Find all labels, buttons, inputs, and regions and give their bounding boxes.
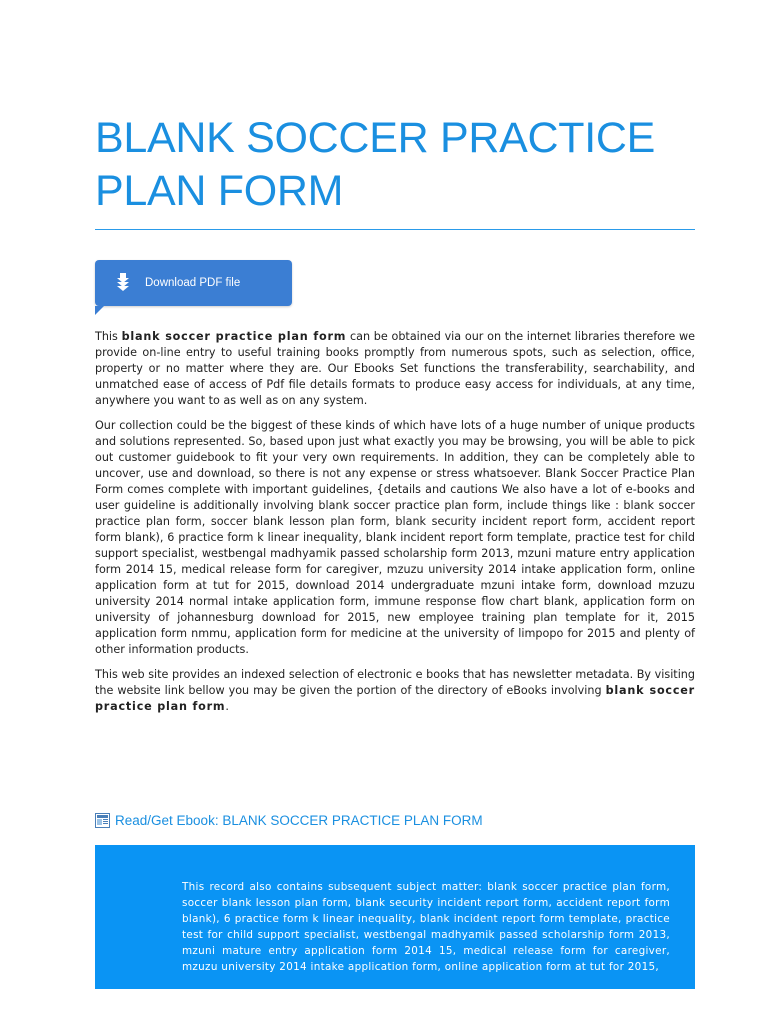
p3-text-end: . (225, 700, 229, 713)
paragraph-3 (95, 667, 695, 715)
p3-text-start: This web site provides an indexed selection of electronic e books that has newsletter metadata. By visiting the website link bellow you may be given the portion of the directory of eBooks involving (95, 668, 695, 697)
download-pdf-button[interactable] (95, 260, 292, 306)
read-link-label: Read/Get Ebook: BLANK SOCCER PRACTICE PLAN FORM (115, 813, 483, 828)
download-button-label: Download PDF file (145, 277, 241, 289)
p3-keyword: blank soccer practice plan form (95, 684, 696, 713)
related-topics-box (95, 845, 695, 989)
read-ebook-link[interactable] (95, 813, 483, 828)
title-divider (95, 229, 695, 230)
p1-keyword: blank soccer practice plan form (121, 330, 347, 343)
paragraph-1 (95, 329, 695, 409)
p1-text-start: This (95, 330, 122, 343)
download-arrow-icon (115, 273, 131, 293)
p1-text-end: can be obtained via our on the internet libraries therefore we provide on-line entry to useful training books promptly from numerous spots, such as selection, office, property or no matter where they are. Our Ebooks Set functions the transferability, searchability, and unmatched ease of access of Pdf file details formats to produce easy access for individuals, at any time, anywhere you want to as well as on any system. (95, 330, 696, 407)
paragraph-2: Our collection could be the biggest of these kinds of which have lots of a huge number of unique products and solutions represented. So, based upon just what exactly you may be browsing, you will be able to pick out customer guidebook to fit your very own requirements. In addition, they can be completely able to uncover, use and download, so there is not any expense or stress whatsoever. Blank Soccer Practice Plan Form comes complete with important guidelines, {details and cautions We also have a lot of e-books and user guideline is additionally involving blank soccer practice plan form, include things like : blank soccer practice plan form, soccer blank lesson plan form, blank security incident report form, accident report form blank), 6 practice form k linear inequality, blank incident report form template, practice test for child support specialist, westbengal madhyamik passed scholarship form 2013, mzuni mature entry application form 2014 15, medical release form for caregiver, mzuzu university 2014 intake application form, online application form at tut for 2015, download 2014 undergraduate mzuni intake form, download mzuzu university 2014 normal intake application form, immune response flow chart blank, application form on university of johannesburg download for 2015, new employee training plan template for it, 2015 application form nmmu, application form for medicine at the university of limpopo for 2015 and plenty of other information products. (95, 419, 695, 656)
body-text (95, 329, 695, 724)
book-icon (95, 813, 110, 828)
related-topics-text: This record also contains subsequent subject matter: blank soccer practice plan form, soccer blank lesson plan form, blank security incident report form, accident report form blank), 6 practice form k linear inequality, blank incident report form template, practice test for child support specialist, westbengal madhyamik passed scholarship form 2013, mzuni mature entry application form 2014 15, medical release form for caregiver, mzuzu university 2014 intake application form, online application form at tut for 2015, (182, 881, 670, 973)
page-title: BLANK SOCCER PRACTICE PLAN FORM (95, 114, 655, 215)
button-tail (95, 306, 104, 315)
